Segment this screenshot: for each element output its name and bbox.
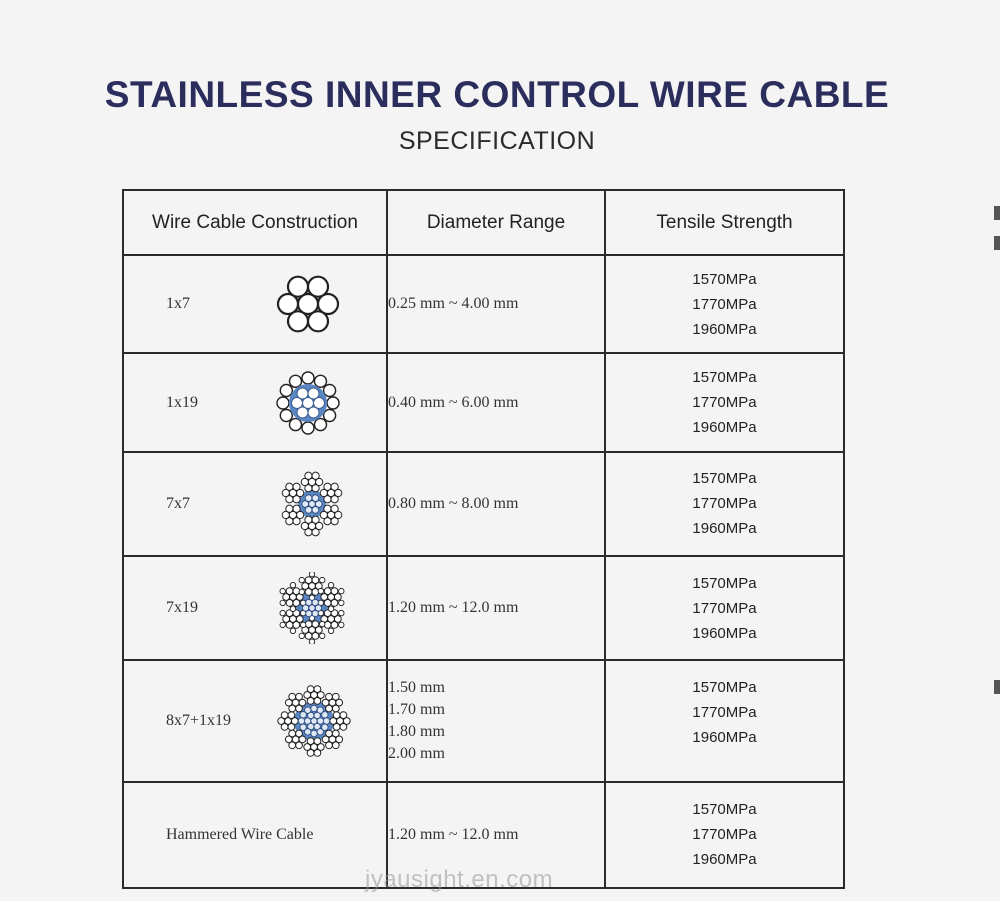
- construction-name: 1x7: [166, 295, 190, 313]
- tensile-value: 1770MPa: [692, 826, 757, 844]
- diameter-range: 1.20 mm ~ 12.0 mm: [388, 599, 519, 617]
- tensile-value: 1570MPa: [692, 369, 757, 387]
- table-header-row: [123, 190, 844, 255]
- tensile-value: 1770MPa: [692, 599, 757, 617]
- tensile-value: 1570MPa: [692, 470, 757, 488]
- tensile-value: 1960MPa: [692, 520, 757, 538]
- watermark: jyausight.en.com: [365, 866, 554, 893]
- tensile-value: 1770MPa: [692, 394, 757, 412]
- tensile-value: 1770MPa: [692, 295, 757, 313]
- table-row: [123, 353, 844, 451]
- table-row: [123, 452, 844, 556]
- table-row: [123, 255, 844, 353]
- construction-cell: [123, 660, 387, 781]
- document-subtitle: SPECIFICATION: [398, 127, 596, 155]
- cable-8x7-1x19-icon: [276, 683, 352, 759]
- page-edge-mark: [994, 680, 1000, 694]
- tensile-cell: [605, 452, 844, 556]
- construction-name: 1x19: [166, 393, 198, 411]
- construction-cell: [123, 782, 387, 888]
- document-title: STAINLESS INNER CONTROL WIRE CABLE: [104, 74, 890, 115]
- diameter-range: 0.80 mm ~ 8.00 mm: [388, 494, 519, 512]
- construction-name: 7x19: [166, 599, 198, 617]
- construction-cell: [123, 353, 387, 451]
- page-edge-mark: [994, 206, 1000, 220]
- construction-cell: [123, 556, 387, 660]
- tensile-value: 1570MPa: [692, 574, 757, 592]
- cable-7x19-icon: [276, 572, 348, 644]
- diameter-cell: [387, 353, 605, 451]
- tensile-value: 1770MPa: [692, 704, 757, 722]
- page-edge-mark: [994, 236, 1000, 250]
- diameter-range: 0.40 mm ~ 6.00 mm: [388, 393, 519, 411]
- tensile-cell: [605, 353, 844, 451]
- tensile-cell: [605, 255, 844, 353]
- diameter-value: 2.00 mm: [388, 745, 445, 762]
- diameter-value: 1.80 mm: [388, 723, 445, 740]
- tensile-value: 1960MPa: [692, 729, 757, 747]
- specification-table: [122, 189, 845, 889]
- diameter-cell: [387, 255, 605, 353]
- tensile-value: 1960MPa: [692, 419, 757, 437]
- table-row: [123, 556, 844, 660]
- diameter-cell: [387, 556, 605, 660]
- tensile-value: 1770MPa: [692, 495, 757, 513]
- diameter-range: 0.25 mm ~ 4.00 mm: [388, 295, 519, 313]
- cable-1x19-icon: [276, 371, 340, 435]
- header-construction: Wire Cable Construction: [123, 190, 387, 255]
- tensile-value: 1960MPa: [692, 320, 757, 338]
- tensile-cell: [605, 660, 844, 781]
- cable-7x7-icon: [276, 468, 348, 540]
- cable-1x7-icon: [276, 272, 340, 336]
- tensile-value: 1960MPa: [692, 851, 757, 869]
- diameter-cell: [387, 452, 605, 556]
- header-diameter: Diameter Range: [387, 190, 605, 255]
- tensile-value: 1570MPa: [692, 801, 757, 819]
- tensile-cell: [605, 782, 844, 888]
- header-tensile: Tensile Strength: [605, 190, 844, 255]
- construction-cell: [123, 255, 387, 353]
- diameter-range: 1.20 mm ~ 12.0 mm: [388, 825, 519, 843]
- tensile-cell: [605, 556, 844, 660]
- tensile-value: 1570MPa: [692, 270, 757, 288]
- tensile-value: 1570MPa: [692, 679, 757, 697]
- construction-name: 8x7+1x19: [166, 712, 232, 729]
- diameter-cell: [387, 660, 605, 781]
- construction-name: 7x7: [166, 494, 190, 512]
- diameter-value: 1.50 mm: [388, 679, 445, 696]
- diameter-value: 1.70 mm: [388, 701, 445, 718]
- tensile-value: 1960MPa: [692, 624, 757, 642]
- construction-cell: [123, 452, 387, 556]
- construction-name: Hammered Wire Cable: [166, 825, 314, 843]
- table-row: [123, 660, 844, 781]
